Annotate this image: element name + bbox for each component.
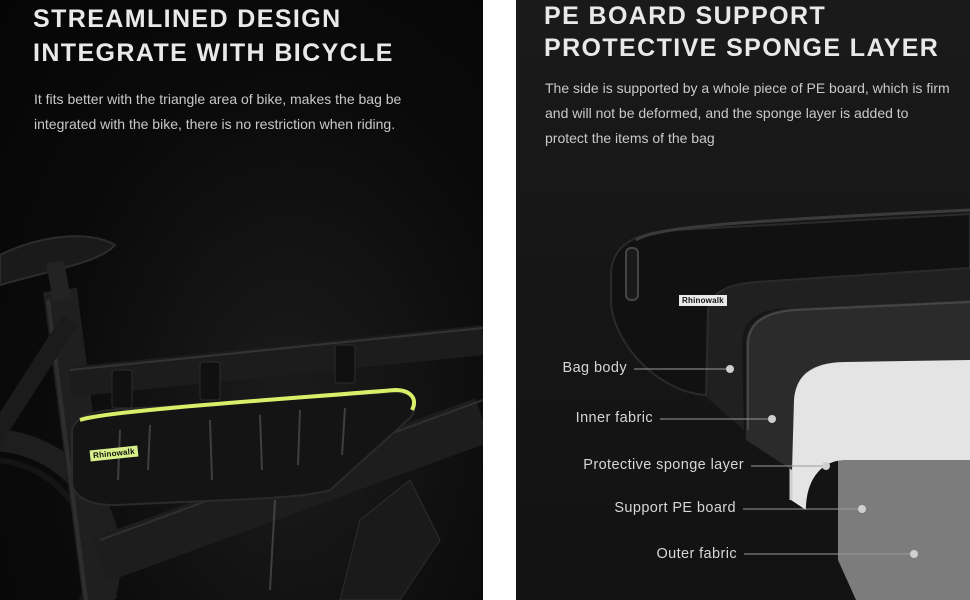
callout-dot — [910, 550, 918, 558]
velcro-strap — [200, 362, 220, 400]
callout-dot — [858, 505, 866, 513]
velcro-strap — [112, 370, 132, 408]
label-inner-fabric: Inner fabric — [575, 410, 653, 426]
right-headline-line1: PE BOARD SUPPORT — [544, 2, 827, 30]
left-feature-panel — [0, 0, 483, 600]
left-description: It fits better with the triangle area of bike, makes the bag be integrated with the bike, there is no restriction when riding. — [34, 91, 402, 132]
brand-logo-patch: Rhinowalk — [90, 446, 139, 462]
right-headline-line2: PROTECTIVE SPONGE LAYER — [544, 34, 940, 62]
label-support-pe-board: Support PE board — [614, 500, 736, 516]
right-feature-panel — [516, 0, 970, 600]
left-headline-line2: INTEGRATE WITH BICYCLE — [33, 39, 394, 67]
label-outer-fabric: Outer fabric — [656, 546, 737, 562]
callout-dot — [768, 415, 776, 423]
callout-dot — [822, 462, 830, 470]
right-description: The side is supported by a whole piece of PE board, which is firm and will not be deformed, and the sponge layer is added to protect the items of the bag — [545, 80, 950, 146]
brand-logo-patch: Rhinowalk — [679, 295, 727, 306]
left-headline-line1: STREAMLINED DESIGN — [33, 5, 342, 33]
label-bag-body: Bag body — [562, 360, 627, 376]
label-protective-sponge-layer: Protective sponge layer — [583, 457, 744, 473]
chainring — [340, 480, 440, 600]
velcro-strap — [335, 345, 355, 383]
zipper-pull — [626, 248, 638, 300]
callout-dot — [726, 365, 734, 373]
